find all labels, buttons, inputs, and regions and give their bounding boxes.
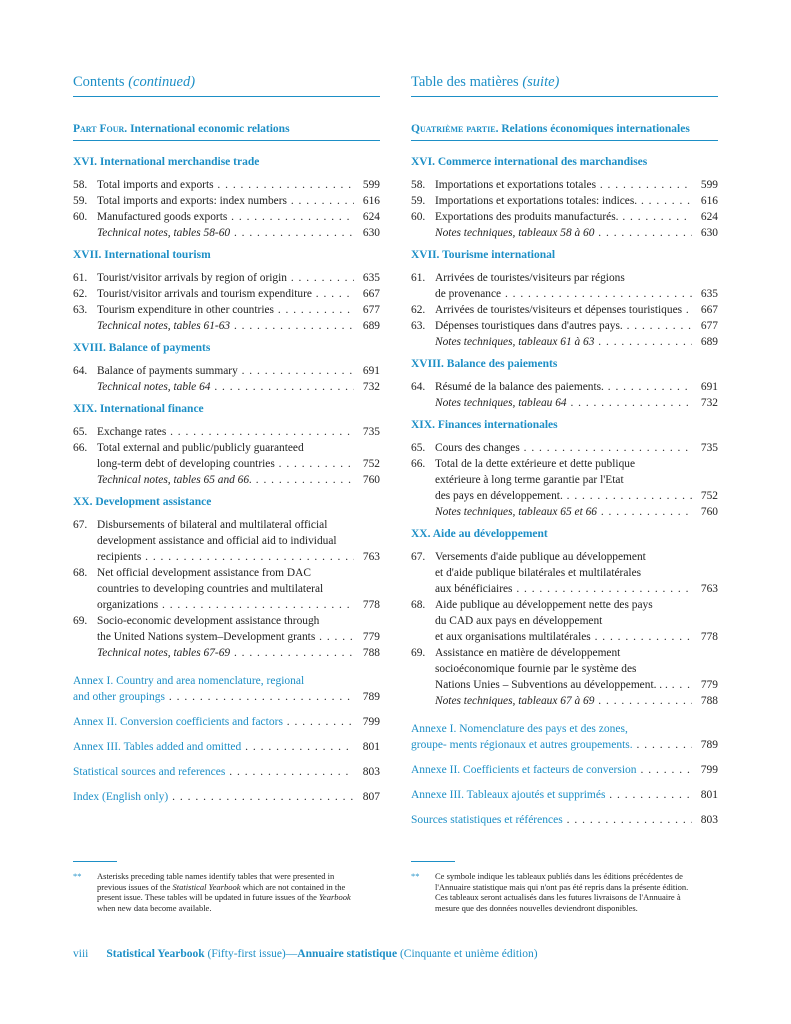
table-number: 68.: [411, 599, 426, 611]
table-number: [411, 334, 435, 350]
entry-title-line: Importations et exportations totales . . .: [435, 177, 692, 193]
page-number: 691: [700, 381, 718, 393]
annex-title: [73, 673, 354, 705]
table-number: 69.: [73, 615, 88, 627]
page-number: 667: [362, 288, 380, 300]
toc-entry[interactable]: [73, 286, 380, 302]
technical-notes-entry[interactable]: [73, 225, 380, 241]
table-number: [411, 693, 435, 709]
page-number: 732: [700, 397, 718, 409]
entry-title-line: Nations Unies – Subventions au développement. . . . . .: [435, 677, 692, 693]
entry-title-line: Arrivées de touristes/visiteurs et dépenses touristiques . . .: [435, 302, 692, 318]
entry-title-line: Dépenses touristiques dans d'autres pays. . . .: [435, 318, 692, 334]
toc-entry[interactable]: [73, 177, 380, 193]
annex-title: [73, 714, 354, 730]
entry-title-line: socioéconomique fournie par le système des: [435, 663, 637, 675]
entry-title-line: extérieure à long terme garantie par l'Etat: [435, 474, 624, 486]
entry-title: [97, 472, 354, 488]
entry-title-line: Total imports and exports . . .: [97, 177, 354, 193]
entry-title-line: Total imports and exports: index numbers . . .: [97, 193, 354, 209]
page-number: 677: [362, 304, 380, 316]
table-number: [411, 225, 435, 241]
page-number: 760: [362, 474, 380, 486]
part-title: International economic relations: [130, 123, 290, 135]
section-heading[interactable]: XVII. International tourism: [73, 249, 211, 261]
page-number: 616: [362, 195, 380, 207]
table-number: 62.: [411, 304, 426, 316]
page-number: 789: [700, 739, 718, 751]
page-number: 599: [362, 179, 380, 191]
section-heading[interactable]: XVIII. Balance of payments: [73, 342, 211, 354]
page-number: 788: [700, 695, 718, 707]
annex-entry[interactable]: [411, 762, 718, 778]
page-number: 788: [362, 647, 380, 659]
table-number: 68.: [73, 567, 88, 579]
header-title: Table des matières: [411, 74, 519, 90]
page-number: 763: [362, 551, 380, 563]
page-number: 799: [700, 764, 718, 776]
annex-title-line: and other groupings . . .: [73, 689, 354, 705]
page-number: 616: [700, 195, 718, 207]
section-heading[interactable]: XVI. Commerce international des marchandises: [411, 156, 648, 168]
entry-title: [97, 363, 354, 379]
entry-title: [97, 302, 354, 318]
entry-title: [435, 597, 692, 645]
footnote-part: when new data become available.: [97, 902, 212, 913]
header-subtitle: (continued): [128, 74, 196, 90]
entry-title: [435, 645, 692, 693]
entry-title: [435, 318, 692, 334]
entry-title-line: de provenance . . .: [435, 286, 692, 302]
entry-title-line: organizations . . .: [97, 597, 354, 613]
footnote-english: [73, 871, 363, 913]
part-title: Relations économiques internationales: [501, 123, 690, 135]
contents-header: [411, 74, 718, 97]
entry-title-line: Socio-economic development assistance through: [97, 615, 320, 627]
technical-notes-entry[interactable]: [411, 334, 718, 350]
page-number: 624: [362, 211, 380, 223]
part-label: Part Four.: [73, 123, 128, 135]
entry-title-line: Cours des changes . . .: [435, 440, 692, 456]
entry-title-line: du CAD aux pays en développement: [435, 615, 603, 627]
footnote-italic: Statistical Yearbook: [172, 881, 241, 892]
table-number: 65.: [411, 442, 426, 454]
page-number: 630: [700, 227, 718, 239]
page-number: 789: [362, 691, 380, 703]
page-number: 801: [700, 789, 718, 801]
entry-title: [435, 456, 692, 504]
footnote-text: [97, 871, 363, 913]
page-number: 763: [700, 583, 718, 595]
entry-title-line: Technical notes, tables 67-69 . . .: [97, 645, 354, 661]
entry-title: [97, 424, 354, 440]
page-number: 677: [700, 320, 718, 332]
technical-notes-entry[interactable]: [411, 504, 718, 520]
table-number: 58.: [411, 179, 426, 191]
entry-title: [435, 270, 692, 302]
annex-title: [73, 789, 354, 805]
entry-title-line: Tourist/visitor arrivals and tourism expenditure . . .: [97, 286, 354, 302]
page-number: 801: [362, 741, 380, 753]
entry-title: [97, 209, 354, 225]
entry-title-line: countries to developing countries and multilateral: [97, 583, 324, 595]
toc-entry[interactable]: [411, 456, 718, 504]
annex-title-line: Annex II. Conversion coefficients and factors . . .: [73, 714, 354, 730]
toc-entry[interactable]: [411, 209, 718, 225]
annex-title-line: Annexe II. Coefficients et facteurs de conversion . . .: [411, 762, 692, 778]
entry-title: [435, 193, 692, 209]
annex-title: [411, 762, 692, 778]
page-number: 752: [700, 490, 718, 502]
annex-title-line: Annex I. Country and area nomenclature, regional: [73, 675, 305, 687]
entry-title: [97, 440, 354, 472]
footer-issue-fr: (Cinquante et unième édition): [397, 948, 538, 960]
toc-entry[interactable]: [411, 597, 718, 645]
part-label: Quatrième partie.: [411, 123, 499, 135]
toc-entry[interactable]: [411, 645, 718, 693]
entry-title-line: Importations et exportations totales: indices. . . .: [435, 193, 692, 209]
entry-title: [97, 565, 354, 613]
section-heading[interactable]: XX. Development assistance: [73, 496, 212, 508]
header-subtitle: (suite): [522, 74, 560, 90]
entry-title: [435, 504, 692, 520]
page-number: 735: [700, 442, 718, 454]
footnote-rule: [411, 861, 455, 862]
entry-title-line: et aux organisations multilatérales . . .: [435, 629, 692, 645]
section-heading[interactable]: XVII. Tourisme international: [411, 249, 556, 261]
technical-notes-entry[interactable]: [73, 645, 380, 661]
table-number: 60.: [411, 211, 426, 223]
entry-title: [435, 334, 692, 350]
toc-entry[interactable]: [411, 270, 718, 302]
entry-title-line: long-term debt of developing countries . . .: [97, 456, 354, 472]
entry-title-line: Technical notes, table 64 . . .: [97, 379, 354, 395]
annex-entry[interactable]: [411, 721, 718, 753]
entry-title-line: Technical notes, tables 61-63 . . .: [97, 318, 354, 334]
footer-separator: —: [285, 948, 298, 960]
section-heading[interactable]: XX. Aide au développement: [411, 528, 548, 540]
entry-title: [97, 645, 354, 661]
page-number: 630: [362, 227, 380, 239]
entry-title: [97, 613, 354, 645]
toc-sections: [411, 155, 718, 709]
table-number: 66.: [73, 442, 88, 454]
entry-title-line: Net official development assistance from DAC: [97, 567, 311, 579]
page-number: 799: [362, 716, 380, 728]
section-heading[interactable]: XIX. Finances internationales: [411, 419, 558, 431]
entry-title: [97, 517, 354, 565]
table-number: 63.: [73, 304, 88, 316]
entry-title-line: Assistance en matière de développement: [435, 647, 621, 659]
toc-entry[interactable]: [73, 209, 380, 225]
table-number: 59.: [411, 195, 426, 207]
entry-title-line: Notes techniques, tableau 64 . . .: [435, 395, 692, 411]
page-number: 778: [362, 599, 380, 611]
table-number: 67.: [411, 551, 426, 563]
entry-title-line: the United Nations system–Development grants . . .: [97, 629, 354, 645]
toc-entry[interactable]: [411, 193, 718, 209]
toc-entry[interactable]: [73, 517, 380, 565]
entry-title: [435, 395, 692, 411]
page-number: 599: [700, 179, 718, 191]
toc-entry[interactable]: [411, 177, 718, 193]
table-number: [73, 472, 97, 488]
part-heading: [411, 123, 718, 141]
annex-title-line: Annex III. Tables added and omitted . . .: [73, 739, 354, 755]
technical-notes-entry[interactable]: [73, 379, 380, 395]
footer-title-fr: Annuaire statistique: [297, 948, 398, 960]
toc-entry[interactable]: [73, 424, 380, 440]
technical-notes-entry[interactable]: [73, 472, 380, 488]
page-number: 735: [362, 426, 380, 438]
entry-title: [435, 440, 692, 456]
page-number: 803: [362, 766, 380, 778]
annex-entry[interactable]: [73, 739, 380, 755]
section-heading[interactable]: XIX. International finance: [73, 403, 204, 415]
footnote-text: Ce symbole indique les tableaux publiés dans les éditions précédentes de l'Annuaire statistique mais qui n'ont pas été repris dans la présente édition. Ces tableaux seront actualisés dans les futures livraisons de l'Annuaire à mesure que des données nouvelles deviendront disponibles.: [435, 871, 689, 913]
table-number: 59.: [73, 195, 88, 207]
entry-title-line: Notes techniques, tableaux 65 et 66 . . .: [435, 504, 692, 520]
table-number: 58.: [73, 179, 88, 191]
entry-title-line: Notes techniques, tableaux 61 à 63 . . .: [435, 334, 692, 350]
entry-title-line: des pays en développement. . . .: [435, 488, 692, 504]
annex-entry[interactable]: [73, 714, 380, 730]
toc-entry[interactable]: [411, 379, 718, 395]
annex-list: [73, 673, 380, 805]
toc-entry[interactable]: [411, 318, 718, 334]
page-number: 689: [700, 336, 718, 348]
entry-title-line: Exportations des produits manufacturés. . . .: [435, 209, 692, 225]
page-number: 635: [700, 288, 718, 300]
toc-entry[interactable]: [73, 613, 380, 645]
annex-title-line: Annexe I. Nomenclature des pays et des zones,: [411, 723, 628, 735]
toc-entry[interactable]: [73, 440, 380, 472]
page-number: 624: [700, 211, 718, 223]
entry-title: [97, 225, 354, 241]
entry-title: [435, 177, 692, 193]
entry-title-line: et d'aide publique bilatérales et multilatérales: [435, 567, 642, 579]
page-number: 732: [362, 381, 380, 393]
entry-title-line: Aide publique au développement nette des pays: [435, 599, 653, 611]
contents-column-french: [411, 74, 718, 828]
page-number: 807: [362, 791, 380, 803]
table-number: [73, 379, 97, 395]
toc-entry[interactable]: [73, 363, 380, 379]
annex-title-line: Sources statistiques et références . . .: [411, 812, 692, 828]
entry-title-line: Notes techniques, tableaux 58 à 60 . . .: [435, 225, 692, 241]
table-number: 66.: [411, 458, 426, 470]
table-number: 67.: [73, 519, 88, 531]
entry-title-line: Exchange rates . . .: [97, 424, 354, 440]
toc-entry[interactable]: [411, 440, 718, 456]
annex-title-line: Annexe III. Tableaux ajoutés et supprimés . . .: [411, 787, 692, 803]
entry-title: [97, 379, 354, 395]
footnote-french: [411, 871, 701, 913]
technical-notes-entry[interactable]: [411, 693, 718, 709]
footnote-mark: **: [411, 871, 420, 881]
entry-title: [435, 549, 692, 597]
footer-issue-en: (Fifty-first issue): [204, 948, 286, 960]
table-number: 62.: [73, 288, 88, 300]
entry-title: [97, 270, 354, 286]
page-number: 779: [362, 631, 380, 643]
page-number: 667: [700, 304, 718, 316]
entry-title: [435, 225, 692, 241]
table-number: 65.: [73, 426, 88, 438]
annex-title-line: groupe- ments régionaux et autres groupements. . . .: [411, 737, 692, 753]
technical-notes-entry[interactable]: [411, 225, 718, 241]
toc-entry[interactable]: [73, 270, 380, 286]
entry-title: [435, 302, 692, 318]
contents-header: [73, 74, 380, 97]
page-footer: [73, 948, 538, 960]
toc-entry[interactable]: [73, 565, 380, 613]
toc-entry[interactable]: [411, 549, 718, 597]
entry-title: [97, 286, 354, 302]
page-number: 778: [700, 631, 718, 643]
annex-title: [411, 787, 692, 803]
annex-title: [73, 764, 354, 780]
table-number: 64.: [73, 365, 88, 377]
page-number: 779: [700, 679, 718, 691]
entry-title-line: Technical notes, tables 65 and 66. . . .: [97, 472, 354, 488]
annex-title: [411, 812, 692, 828]
table-number: [73, 645, 97, 661]
toc-sections: [73, 155, 380, 661]
table-number: 61.: [411, 272, 426, 284]
section-heading[interactable]: XVI. International merchandise trade: [73, 156, 260, 168]
page-number: 752: [362, 458, 380, 470]
toc-entry[interactable]: [411, 302, 718, 318]
entry-title: [435, 209, 692, 225]
table-number: [73, 225, 97, 241]
annex-entry[interactable]: [411, 812, 718, 828]
page-number: 689: [362, 320, 380, 332]
entry-title-line: development assistance and official aid to individual: [97, 535, 337, 547]
page-number: 760: [700, 506, 718, 518]
entry-title-line: Disbursements of bilateral and multilateral official: [97, 519, 328, 531]
entry-title-line: Total de la dette extérieure et dette publique: [435, 458, 636, 470]
annex-entry[interactable]: [73, 764, 380, 780]
table-number: [73, 318, 97, 334]
table-number: 63.: [411, 320, 426, 332]
entry-title-line: Versements d'aide publique au développement: [435, 551, 646, 563]
technical-notes-entry[interactable]: [411, 395, 718, 411]
entry-title-line: Tourism expenditure in other countries . . .: [97, 302, 354, 318]
entry-title-line: Résumé de la balance des paiements. . . .: [435, 379, 692, 395]
contents-column-english: [73, 74, 380, 805]
entry-title-line: Notes techniques, tableaux 67 à 69 . . .: [435, 693, 692, 709]
toc-entry[interactable]: [73, 302, 380, 318]
footer-title-en: Statistical Yearbook: [106, 948, 205, 960]
footnote-part: Asterisks preceding table names identify tables that were presented in previous issues of the: [97, 871, 335, 892]
page-number: viii: [73, 948, 89, 960]
page-number: 691: [362, 365, 380, 377]
annex-entry[interactable]: [73, 673, 380, 705]
toc-entry[interactable]: [73, 193, 380, 209]
footnote-rule: [73, 861, 117, 862]
entry-title: [97, 318, 354, 334]
part-heading: [73, 123, 380, 141]
header-title: Contents: [73, 74, 125, 90]
table-number: [411, 504, 435, 520]
footnote-part: which are not contained in the present issue. These tables will be updated in future issues of the: [97, 881, 346, 902]
entry-title-line: Manufactured goods exports . . .: [97, 209, 354, 225]
entry-title: [97, 193, 354, 209]
annex-title: [73, 739, 354, 755]
table-number: 64.: [411, 381, 426, 393]
annex-title: [411, 721, 692, 753]
table-number: 61.: [73, 272, 88, 284]
entry-title: [435, 379, 692, 395]
section-heading[interactable]: XVIII. Balance des paiements: [411, 358, 558, 370]
entry-title: [97, 177, 354, 193]
entry-title-line: Arrivées de touristes/visiteurs par régions: [435, 272, 625, 284]
annex-title-line: Index (English only) . . .: [73, 789, 354, 805]
entry-title-line: Tourist/visitor arrivals by region of origin . . .: [97, 270, 354, 286]
entry-title-line: Balance of payments summary . . .: [97, 363, 354, 379]
table-number: 60.: [73, 211, 88, 223]
footnote-mark: **: [73, 871, 82, 881]
footnote-italic: Yearbook: [318, 892, 351, 902]
annex-list: [411, 721, 718, 828]
annex-entry[interactable]: [411, 787, 718, 803]
entry-title-line: recipients . . .: [97, 549, 354, 565]
technical-notes-entry[interactable]: [73, 318, 380, 334]
table-number: 69.: [411, 647, 426, 659]
table-number: [411, 395, 435, 411]
annex-title-line: Statistical sources and references . . .: [73, 764, 354, 780]
entry-title-line: Technical notes, tables 58-60 . . .: [97, 225, 354, 241]
entry-title-line: aux bénéficiaires . . .: [435, 581, 692, 597]
page-number: 635: [362, 272, 380, 284]
entry-title-line: Total external and public/publicly guaranteed: [97, 442, 304, 454]
annex-entry[interactable]: [73, 789, 380, 805]
page-number: 803: [700, 814, 718, 826]
entry-title: [435, 693, 692, 709]
